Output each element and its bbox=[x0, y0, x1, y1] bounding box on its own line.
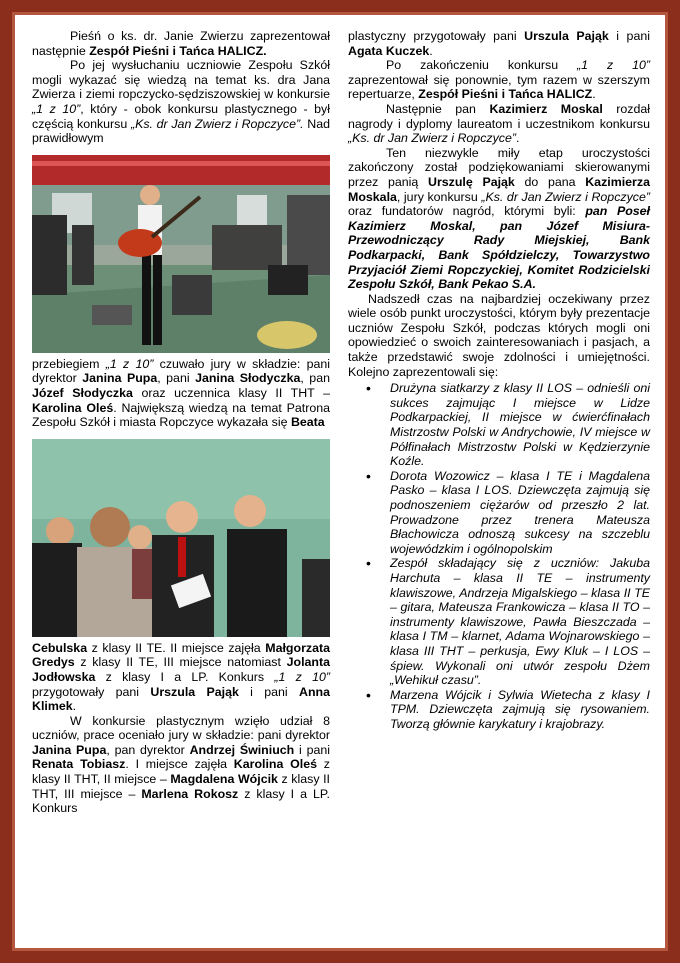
paragraph: Cebulska z klasy II TE. II miejsce zajęła Małgorzata Gredys z klasy II TE, III miejsce natomiast Jolanta Jodłowska z klasy I a LP. Konkurs „1 z 10” przygotowały pani Urszula Pająk i pani Anna Klimek. bbox=[32, 640, 330, 714]
paragraph: Pieśń o ks. dr. Janie Zwierzu zaprezentował następnie Zespół Pieśni i Tańca HALICZ. bbox=[32, 29, 330, 58]
paragraph: Nadszedł czas na najbardziej oczekiwany przez wiele osób punkt uroczystości, którym były prezentacje uczniów Zespołu Szkół, podczas których mogli oni opowiedzieć o swoich zainteresowaniach i pasjach, a także przedstawić swoje zdolności i umiejętności. Kolejno zaprezentowali się: bbox=[348, 291, 650, 379]
paragraph: Ten niezwykle miły etap uroczystości zakończony został podziękowaniami skierowanymi przez panią Urszulę Pająk do pana Kazimierza Moskala, jury konkursu „Ks. dr Jan Zwierz i Ropczyce” oraz fundatorów nagród, którymi byli: pan Poseł Kazimierz Moskal, pan Józef Misiura- Przewodniczący Rady Miejskiej, Bank Podkarpacki, Bank Spółdzielczy, Towarzystwo Przyjaciół Ziemi Ropczyckiej, Komitet Rodzicielski Zespołu Szkół, Bank Pekao S.A. bbox=[348, 145, 651, 292]
left-column bbox=[32, 29, 330, 816]
paragraph: Po jej wysłuchaniu uczniowie Zespołu Szkół mogli wykazać się wiedzą na temat ks. dra Jana Zwierza i ziemi ropczycko-sędziszowskiej w konkursie „1 z 10”, który - obok konkursu plastycznego - był częścią konkursu „Ks. dr Jan Zwierz i Ropczyce”. Nad prawidłowym bbox=[32, 58, 331, 146]
right-column bbox=[348, 29, 650, 732]
photo-award-ceremony bbox=[32, 439, 330, 637]
paragraph: Po zakończeniu konkursu „1 z 10” zaprezentował się ponownie, tym razem w szerszym repertuarze, Zespół Pieśni i Tańca HALICZ. bbox=[348, 58, 650, 102]
paragraph: plastyczny przygotowały pani Urszula Pająk i pani Agata Kuczek. bbox=[348, 29, 650, 58]
list-item: • Drużyna siatkarzy z klasy II LOS – odnieśli oni sukces zajmując I miejsce w Lidze Podkarpackiej, II miejsce w ćwierćfinałach Mistrzostw Polski w Andrychowie, IV miejsce w Półfinałach Mistrzostw Polski w Kędzierzynie Koźle. bbox=[390, 381, 650, 469]
list-item: • Zespół składający się z uczniów: Jakuba Harchuta – klasa II TE – instrumenty klawiszowe, Andrzeja Migalskiego – klasa II TE – gitara, Mateusza Frankowicza – klasa II TO – instrumenty klawiszowe, Pawła Bieszczada – klasa I TM – klarnet, Adama Wojnarowskiego – klasa III THT – perkusja, Ewy Kluk – I LOS – śpiew. Wykonali oni utwór zespołu Dżem „Wehikuł czasu”. bbox=[390, 556, 650, 687]
list-item: • Dorota Wozowicz – klasa I TE i Magdalena Pasko – klasa I LOS. Dziewczęta zajmują się podnoszeniem ciężarów od przeszło 2 lat. Prowadzone przez trenera Mateusza Błachowicza odnoszą sukcesy na szczeblu wojewódzkim i ogólnopolskim bbox=[390, 469, 650, 557]
presentation-list bbox=[348, 381, 650, 731]
list-item: • Marzena Wójcik i Sylwia Wietecha z klasy I TPM. Dziewczęta zajmują się rysowaniem. Tworzą głównie karykatury i krajobrazy. bbox=[390, 688, 650, 732]
paragraph: przebiegiem „1 z 10” czuwało jury w składzie: pani dyrektor Janina Pupa, pani Janina Słodyczka, pan Józef Słodyczka oraz uczennica klasy II THT – Karolina Oleś. Największą wiedzą na temat Patrona Zespołu Szkół i miasta Ropczyce wykazała się Beata bbox=[32, 356, 330, 430]
paragraph: W konkursie plastycznym wzięło udział 8 uczniów, prace oceniało jury w składzie: pani dyrektor Janina Pupa, pan dyrektor Andrzej Świniuch i pani Renata Tobiasz. I miejsce zajęła Karolina Oleś z klasy II THT, II miejsce – Magdalena Wójcik z klasy II THT, III miejsce – Marlena Rokosz z klasy I a LP. Konkurs bbox=[32, 713, 331, 816]
photo-guitarist bbox=[32, 155, 330, 353]
paragraph: Następnie pan Kazimierz Moskal rozdał nagrody i dyplomy laureatom i uczestnikom konkursu „Ks. dr Jan Zwierz i Ropczyce”. bbox=[348, 101, 651, 146]
